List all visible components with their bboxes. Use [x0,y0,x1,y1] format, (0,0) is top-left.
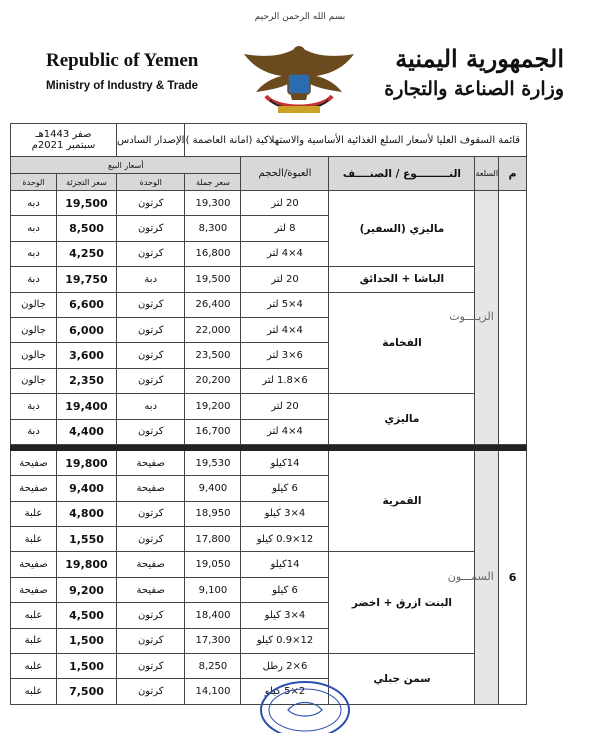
wholesale-price: 8,300 [185,216,241,241]
commodity-cell [449,191,499,445]
wholesale-price: 19,500 [185,267,241,292]
wholesale-price: 9,400 [185,476,241,501]
col-header-type: النـــــــــوع / الصنــــف [329,157,475,191]
wholesale-unit: كرتون [117,368,185,393]
republic-title-ar: الجمهورية اليمنية [395,44,564,73]
retail-price: 4,250 [57,241,117,266]
package-size: 6×2 رطل [241,654,329,679]
wholesale-unit: كرتون [117,216,185,241]
ministry-title-en: Ministry of Industry & Trade [46,80,199,92]
product-name: البنت ازرق + اخضر [329,552,475,654]
wholesale-price: 20,200 [185,368,241,393]
commodity-label: الزيــــوت [449,310,494,324]
retail-price: 1,550 [57,527,117,552]
wholesale-unit: كرتون [117,679,185,704]
retail-unit: علبة [11,628,57,653]
col-header-commodity: السلعة [475,157,499,191]
wholesale-price: 19,300 [185,191,241,216]
wholesale-unit: صفيحة [117,450,185,475]
retail-unit: صفيحة [11,450,57,475]
retail-unit: جالون [11,368,57,393]
retail-unit: علبة [11,527,57,552]
package-size: 6 كيلو [241,476,329,501]
basmala: بسم الله الرحمن الرحيم [254,12,346,22]
retail-price: 19,400 [57,394,117,419]
col-header-retail-unit: الوحدة [11,174,57,191]
wholesale-price: 18,950 [185,501,241,526]
commodity-label: السمـــون [447,570,494,584]
retail-price: 8,500 [57,216,117,241]
table-row [11,267,527,292]
retail-price: 19,750 [57,267,117,292]
package-size: 4×3 كيلو [241,501,329,526]
retail-unit: علبة [11,501,57,526]
wholesale-unit: كرتون [117,343,185,368]
yemen-eagle-emblem [236,38,362,120]
retail-unit: صفيحة [11,552,57,577]
product-name: القمرية [329,450,475,552]
package-size: 4×5 لتر [241,292,329,317]
package-size: 20 لتر [241,267,329,292]
retail-unit: جالون [11,317,57,342]
wholesale-price: 14,100 [185,679,241,704]
retail-unit: دبة [11,267,57,292]
retail-unit: دبه [11,216,57,241]
wholesale-price: 26,400 [185,292,241,317]
package-size: 14كيلو [241,450,329,475]
price-list-table [10,123,527,705]
retail-price: 19,800 [57,450,117,475]
package-size: 20 لتر [241,191,329,216]
wholesale-price: 9,100 [185,577,241,602]
retail-price: 19,500 [57,191,117,216]
retail-price: 7,500 [57,679,117,704]
package-size: 12×0.9 كيلو [241,527,329,552]
wholesale-unit: كرتون [117,419,185,444]
wholesale-unit: صفيحة [117,577,185,602]
retail-price: 4,800 [57,501,117,526]
wholesale-price: 17,800 [185,527,241,552]
wholesale-unit: كرتون [117,501,185,526]
package-size: 20 لتر [241,394,329,419]
package-size: 6 كيلو [241,577,329,602]
wholesale-unit: كرتون [117,527,185,552]
col-header-wholesale-unit: الوحدة [117,174,185,191]
col-header-retail-price: سعر التجزئة [57,174,117,191]
package-size: 12×0.9 كيلو [241,628,329,653]
product-name: الباشا + الحدائق [329,267,475,292]
retail-unit: صفيحة [11,476,57,501]
package-size: 4×4 لتر [241,419,329,444]
letterhead [0,0,604,120]
ministry-title-ar: وزارة الصناعة والتجارة [384,78,564,100]
table-title-cell [185,124,527,157]
wholesale-price: 8,250 [185,654,241,679]
product-name: سمن جبلي [329,654,475,705]
wholesale-price: 23,500 [185,343,241,368]
gregorian-date: سبتمبر 2021م [31,140,96,151]
product-name: الفخامة [329,292,475,394]
col-header-wholesale-price: سعر جملة [185,174,241,191]
wholesale-price: 16,700 [185,419,241,444]
retail-price: 4,500 [57,603,117,628]
header-row-1 [11,157,527,174]
retail-unit: دبة [11,419,57,444]
commodity-cell [447,450,499,704]
republic-title-en: Republic of Yemen [46,50,199,71]
table-row [11,191,527,216]
retail-unit: دبه [11,241,57,266]
section-number [499,191,527,445]
wholesale-price: 19,050 [185,552,241,577]
wholesale-price: 18,400 [185,603,241,628]
package-size: 6×1.8 لتر [241,368,329,393]
product-name: ماليزي [329,394,475,445]
hijri-date: صفر 1443هـ [35,129,92,140]
package-size: 4×4 لتر [241,241,329,266]
package-size: 4×4 لتر [241,317,329,342]
wholesale-unit: كرتون [117,603,185,628]
wholesale-price: 19,200 [185,394,241,419]
retail-unit: جالون [11,292,57,317]
wholesale-unit: كرتون [117,191,185,216]
retail-unit: جالون [11,343,57,368]
retail-unit: علبه [11,603,57,628]
wholesale-unit: كرتون [117,317,185,342]
wholesale-unit: صفيحة [117,476,185,501]
wholesale-unit: صفيحة [117,552,185,577]
col-header-m: م [499,157,527,191]
retail-unit: دبه [11,191,57,216]
wholesale-unit: كرتون [117,628,185,653]
package-size: 2×5 كيلو [241,679,329,704]
retail-unit: دبة [11,394,57,419]
package-size: 8 لتر [241,216,329,241]
price-table-body [11,124,527,705]
wholesale-price: 22,000 [185,317,241,342]
retail-price: 9,200 [57,577,117,602]
package-size: 6×3 لتر [241,343,329,368]
wholesale-price: 19,530 [185,450,241,475]
col-header-package: العبوة/الحجم [241,157,329,191]
wholesale-unit: كرتون [117,654,185,679]
retail-unit: علبه [11,654,57,679]
retail-price: 3,600 [57,343,117,368]
wholesale-price: 17,300 [185,628,241,653]
package-size: 14كيلو [241,552,329,577]
retail-unit: علبه [11,679,57,704]
wholesale-price: 16,800 [185,241,241,266]
region-label: (امانة العاصمة ) [185,134,253,146]
package-size: 4×3 كيلو [241,603,329,628]
retail-price: 1,500 [57,654,117,679]
wholesale-unit: دبه [117,394,185,419]
title-row [11,124,527,157]
product-name: ماليزي (السفير) [329,191,475,267]
wholesale-unit: دبة [117,267,185,292]
edition-cell: الإصدار السادس [117,124,185,157]
col-header-selling-prices: أسعار البيع [11,157,241,174]
retail-price: 19,800 [57,552,117,577]
official-stamp [258,670,353,733]
retail-price: 4,400 [57,419,117,444]
section-number: 6 [499,450,527,704]
wholesale-unit: كرتون [117,292,185,317]
retail-unit: صفيحة [11,577,57,602]
date-cell [11,124,117,157]
retail-price: 9,400 [57,476,117,501]
table-row [11,394,527,419]
retail-price: 6,600 [57,292,117,317]
retail-price: 2,350 [57,368,117,393]
retail-price: 1,500 [57,628,117,653]
wholesale-unit: كرتون [117,241,185,266]
retail-price: 6,000 [57,317,117,342]
list-title: قائمة السقوف العليا لأسعار السلع الغذائية الأساسية والاستهلاكية [255,134,521,146]
table-row [11,450,527,475]
